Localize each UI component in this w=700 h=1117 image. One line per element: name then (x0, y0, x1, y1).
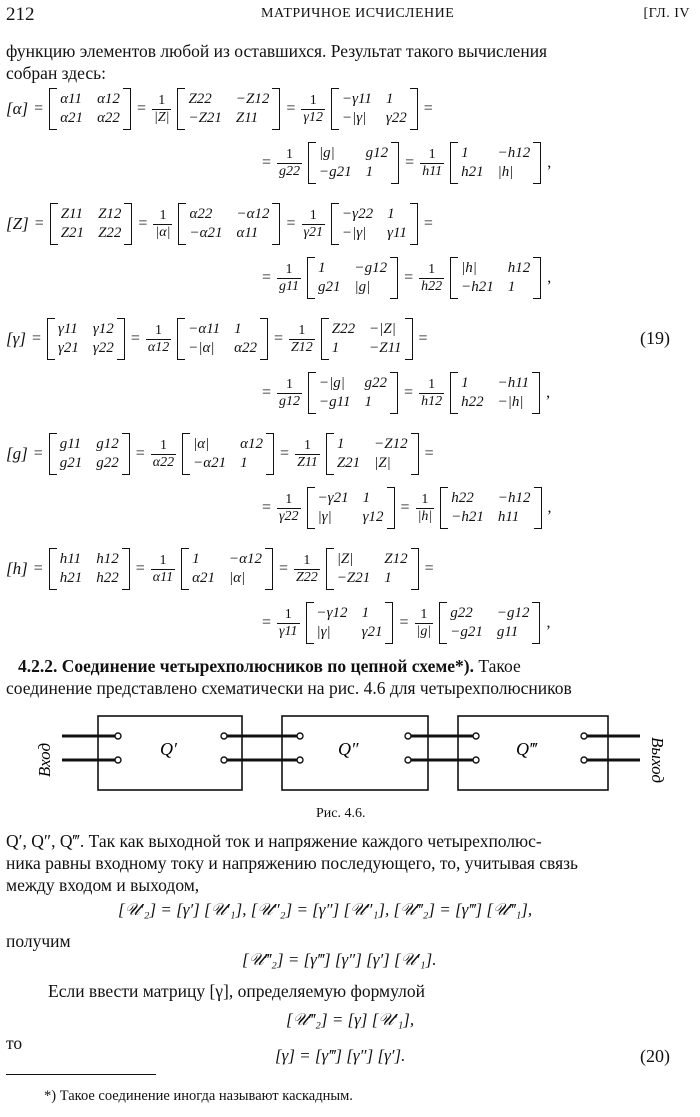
fraction (277, 492, 301, 525)
equation-lhs: [g] (6, 444, 28, 463)
block-label-q2: Q″ (338, 739, 359, 759)
matrix (49, 88, 131, 130)
footnote-rule (6, 1074, 156, 1075)
fraction-denominator: g22 (279, 163, 301, 179)
matrix-cell: −Z12 (235, 91, 270, 107)
fraction (294, 553, 320, 586)
right-bracket (123, 88, 131, 130)
matrix-cell: −h11 (497, 375, 530, 391)
matrix-cell: Z22 (331, 321, 356, 337)
right-bracket (122, 548, 130, 590)
fraction (277, 147, 302, 180)
fraction-numerator: 1 (155, 322, 163, 338)
right-bracket (391, 142, 399, 184)
matrix-cell: α22 (189, 206, 213, 222)
matrix-cell: γ21 (361, 624, 383, 640)
fraction (152, 93, 171, 126)
fraction (277, 377, 302, 410)
fraction-numerator: 1 (159, 552, 167, 568)
fraction-numerator: 1 (428, 376, 436, 392)
fraction (302, 208, 326, 241)
matrix-cell: Z22 (188, 91, 212, 107)
intro-line: собран здесь: (6, 63, 106, 83)
matrix-cell: −g21 (450, 624, 483, 640)
matrix-cell: 1 (387, 206, 395, 222)
equation-line: [h] = h11 h12 h21 h22 = $\frac{1}{\alpha 11}$ 1 −α12 α21 |α| = $\frac{1}{Z22}$ |Z| Z12 −Z21 1 = (6, 548, 434, 590)
matrix-cell: g12 (365, 145, 389, 161)
matrix-cell: γ12 (362, 509, 384, 525)
right-bracket (390, 257, 398, 299)
left-bracket (49, 433, 57, 475)
matrix (177, 318, 268, 360)
matrix-cell: −|Z| (369, 321, 396, 337)
page-header (6, 4, 690, 28)
fraction (419, 377, 444, 410)
matrix-cell: γ22 (92, 340, 114, 356)
chapter-label: [ГЛ. IV (643, 6, 690, 21)
matrix-cell: h22 (96, 570, 119, 586)
fraction-denominator: h22 (421, 278, 443, 294)
matrix-cell: −α12 (228, 551, 262, 567)
fraction-numerator: 1 (284, 606, 292, 622)
matrix (326, 548, 419, 590)
left-bracket (306, 602, 314, 644)
matrix-cell: |Z| (336, 551, 354, 567)
running-title: МАТРИЧНОЕ ИСЧИСЛЕНИЕ (261, 6, 455, 21)
paragraph-line: между входом и выходом, (6, 875, 200, 895)
paragraph-1 (6, 830, 694, 896)
chain-equation: [𝒰‴₂] = [γ‴] [γ″] [γ′] [𝒰′₁]. (242, 950, 437, 969)
matrix-cell: Z12 (384, 551, 408, 567)
matrix-cell: g22 (450, 605, 473, 621)
matrix-cell: 1 (364, 394, 373, 410)
matrix-cell: −|γ| (342, 225, 367, 241)
matrix-cell: γ21 (57, 340, 79, 356)
matrix-cell: g11 (59, 436, 82, 452)
matrix-cell: −h21 (451, 509, 484, 525)
output-label: Выход (648, 737, 667, 783)
matrix-cell: −|α| (188, 340, 215, 356)
matrix-cell: 1 (331, 340, 340, 356)
left-bracket (307, 257, 315, 299)
fraction (146, 323, 171, 356)
equation-line: [Z] = Z11 Z12 Z21 Z22 = $\frac{1}{|\alpha|}$ α22 −α12 −α21 α11 = $\frac{1}{\gamma 21}$ −γ22 1 −|γ| γ11 = (6, 203, 433, 245)
matrix-cell: γ12 (92, 321, 114, 337)
matrix-cell: 1 (365, 164, 374, 180)
fraction-numerator: 1 (309, 92, 317, 108)
right-bracket (272, 203, 280, 245)
fraction-numerator: 1 (286, 376, 294, 392)
matrix (49, 433, 130, 475)
left-bracket (321, 318, 329, 360)
left-bracket (308, 372, 316, 414)
matrix (331, 88, 418, 130)
matrix-cell: −g21 (319, 164, 352, 180)
right-bracket (534, 487, 542, 529)
fraction-numerator: 1 (303, 437, 311, 453)
fraction-numerator: 1 (428, 146, 436, 162)
fraction-numerator: 1 (428, 261, 436, 277)
matrix-cell: Z12 (98, 206, 122, 222)
right-bracket (266, 433, 274, 475)
matrix (50, 203, 133, 245)
matrix-cell: |α| (228, 570, 246, 586)
equation-line-continuation: = $\frac{1}{g22}$ |g| g12 −g21 1 = $\frac{1}{h11}$ 1 −h12 h21 |h| , (262, 142, 551, 184)
matrix-cell: g11 (496, 624, 519, 640)
matrix-cell: 1 (461, 375, 469, 391)
fraction-denominator: g11 (279, 278, 299, 294)
matrix-cell: −Z21 (336, 570, 371, 586)
matrix-cell: h21 (59, 570, 83, 586)
right-bracket (385, 602, 393, 644)
fraction-denominator: α11 (152, 569, 174, 585)
matrix-cell: γ11 (57, 321, 78, 337)
paragraph-2: Если ввести матрицу [γ], определяемую формулой (48, 981, 425, 1001)
matrix-cell: |α| (193, 436, 210, 452)
page-number: 212 (6, 4, 35, 25)
matrix-cell: |Z| (374, 455, 391, 471)
matrix-cell: −α12 (236, 206, 270, 222)
right-bracket (411, 433, 419, 475)
matrix-cell: α11 (60, 91, 82, 107)
matrix-cell: α11 (236, 225, 259, 241)
matrix-cell: −g11 (319, 394, 351, 410)
fraction-denominator: |Z| (153, 109, 170, 125)
matrix-cell: −h21 (461, 279, 494, 295)
matrix (450, 257, 541, 299)
matrix (306, 602, 394, 644)
cascade-diagram (30, 712, 670, 802)
relations-equation: [𝒰′₂] = [γ′] [𝒰′₁], [𝒰″₂] = [γ″] [𝒰″₁], [𝒰‴₂] = [γ‴] [𝒰‴₁], (118, 900, 533, 919)
right-bracket (410, 203, 418, 245)
fraction-denominator: γ22 (279, 508, 299, 524)
matrix-cell: h12 (507, 260, 531, 276)
right-bracket (533, 257, 541, 299)
matrix-cell: −Z21 (188, 110, 222, 126)
matrix-cell: g21 (318, 279, 341, 295)
word-to: то (6, 1033, 23, 1053)
block-label-q3: Q‴ (516, 739, 537, 759)
fraction-numerator: 1 (158, 92, 166, 108)
fraction-numerator: 1 (420, 606, 428, 622)
matrix (307, 487, 395, 529)
fraction-denominator: h11 (422, 163, 443, 179)
matrix-cell: 1 (192, 551, 200, 567)
paragraph-line: Q′, Q″, Q‴. Так как выходной ток и напряжение каждого четырехполюс- (6, 831, 542, 851)
matrix-cell: g21 (59, 455, 83, 471)
equation-line: [α] = α11 α12 α21 α22 = $\frac{1}{|Z|}$ Z22 −Z12 −Z21 Z11 = $\frac{1}{\gamma 12}$ −γ11 1 −|γ| γ22 = (6, 88, 433, 130)
fraction-denominator: h12 (421, 393, 443, 409)
fraction-numerator: 1 (303, 552, 311, 568)
matrix-cell: h22 (451, 490, 474, 506)
fraction (420, 147, 444, 180)
equation-lhs: [α] (6, 99, 29, 118)
intro-line: функцию элементов любой из оставшихся. Результат такого вычисления (6, 41, 548, 61)
matrix-cell: 1 (361, 605, 370, 621)
fraction (416, 492, 435, 525)
matrix-cell: 1 (385, 91, 394, 107)
left-bracket (326, 548, 334, 590)
right-bracket (390, 372, 398, 414)
fraction-denominator: γ12 (303, 109, 323, 125)
fraction (153, 208, 172, 241)
section-title: 4.2.2. Соединение четырехполюсников по цепной схеме*). (18, 656, 474, 676)
right-bracket (411, 548, 419, 590)
left-bracket (307, 487, 315, 529)
section-heading (6, 655, 698, 699)
matrix (331, 203, 418, 245)
matrix-cell: −g12 (496, 605, 530, 621)
fraction-numerator: 1 (286, 146, 294, 162)
left-bracket (331, 88, 339, 130)
right-bracket (532, 602, 540, 644)
matrix-cell: |γ| (317, 509, 332, 525)
matrix-cell: 1 (362, 490, 371, 506)
left-bracket (177, 88, 185, 130)
fraction-numerator: 1 (159, 207, 167, 223)
right-bracket (122, 433, 130, 475)
matrix-cell: |h| (497, 164, 514, 180)
matrix-cell: h11 (59, 551, 82, 567)
matrix-cell: 1 (384, 570, 392, 586)
matrix-cell: α12 (240, 436, 264, 452)
fraction-numerator: 1 (309, 207, 317, 223)
matrix-cell: h22 (461, 394, 484, 410)
matrix-cell: −Z11 (369, 340, 402, 356)
right-bracket (124, 203, 132, 245)
matrix-cell: h11 (497, 509, 520, 525)
matrix (178, 203, 280, 245)
block-label-q1: Q′ (160, 739, 177, 759)
matrix-cell: g22 (364, 375, 388, 391)
equation-number-19: (19) (640, 328, 670, 348)
matrix-cell: Z22 (98, 225, 122, 241)
matrix (47, 318, 125, 360)
equation-lhs: [γ] (6, 329, 26, 348)
matrix-cell: |g| (354, 279, 371, 295)
matrix-cell: −|g| (319, 375, 345, 391)
matrix-cell: Z11 (235, 110, 259, 126)
right-bracket (265, 548, 273, 590)
matrix-cell: −|γ| (341, 110, 367, 126)
fraction (151, 438, 176, 471)
matrix-cell: −|h| (497, 394, 524, 410)
matrix-cell: −γ12 (316, 605, 348, 621)
matrix-cell: −α11 (188, 321, 221, 337)
matrix (440, 487, 541, 529)
right-bracket (117, 318, 125, 360)
matrix-cell: h12 (96, 551, 119, 567)
equation-line-continuation: = $\frac{1}{\gamma 11}$ −γ12 1 |γ| γ21 = $\frac{1}{|g|}$ g22 −g12 −g21 g11 , (262, 602, 550, 644)
matrix-cell: −α21 (193, 455, 227, 471)
matrix-cell: Z21 (336, 455, 361, 471)
right-bracket (410, 88, 418, 130)
matrix-cell: −g12 (354, 260, 388, 276)
equation-line-continuation: = $\frac{1}{\gamma 22}$ −γ21 1 |γ| γ12 = $\frac{1}{|h|}$ h22 −h12 −h21 h11 , (262, 487, 552, 529)
definition-equation: [𝒰‴₂] = [γ] [𝒰′₁], (286, 1010, 415, 1029)
fraction-numerator: 1 (298, 322, 306, 338)
left-bracket (47, 318, 55, 360)
fraction-denominator: α22 (152, 454, 175, 470)
matrix (321, 318, 413, 360)
matrix-cell: 1 (234, 321, 242, 337)
intro-paragraph (6, 40, 696, 84)
matrix-cell: −α21 (189, 225, 223, 241)
figure-caption: Рис. 4.6. (316, 806, 366, 821)
matrix-cell: γ22 (385, 110, 407, 126)
fraction (301, 93, 325, 126)
matrix (182, 433, 274, 475)
equation-lhs: [h] (6, 559, 28, 578)
matrix (326, 433, 419, 475)
fraction (289, 323, 315, 356)
left-bracket (450, 372, 458, 414)
matrix-cell: α22 (97, 110, 120, 126)
left-bracket (178, 203, 186, 245)
matrix-cell: 1 (318, 260, 326, 276)
matrix-cell: 1 (240, 455, 248, 471)
left-bracket (308, 142, 316, 184)
fraction-numerator: 1 (285, 491, 293, 507)
fraction (295, 438, 320, 471)
left-bracket (49, 88, 57, 130)
fraction-numerator: 1 (159, 437, 167, 453)
matrix-cell: −γ21 (317, 490, 349, 506)
left-bracket (49, 548, 57, 590)
fraction-denominator: |h| (417, 508, 433, 524)
fraction-denominator: Z11 (297, 454, 318, 470)
fraction-denominator: γ21 (303, 224, 324, 240)
equation-lhs: [Z] (6, 214, 29, 233)
matrix-cell: −γ22 (342, 206, 374, 222)
fraction-denominator: Z12 (291, 339, 313, 355)
matrix-cell: 1 (336, 436, 345, 452)
matrix-cell: −Z12 (374, 436, 408, 452)
left-bracket (331, 203, 339, 245)
matrix-cell: 1 (507, 279, 516, 295)
right-bracket (405, 318, 413, 360)
fraction-denominator: |α| (155, 224, 171, 240)
fraction-denominator: |g| (416, 623, 432, 639)
matrix-cell: |h| (461, 260, 477, 276)
matrix-cell: h21 (461, 164, 484, 180)
fraction-denominator: α12 (147, 339, 170, 355)
matrix-cell: g12 (96, 436, 119, 452)
right-bracket (533, 142, 541, 184)
matrix-cell: α12 (97, 91, 120, 107)
matrix-cell: Z21 (60, 225, 85, 241)
left-bracket (50, 203, 58, 245)
matrix-cell: 1 (461, 145, 469, 161)
matrix-cell: |g| (319, 145, 335, 161)
matrix-cell: −h12 (497, 490, 531, 506)
fraction-numerator: 1 (285, 261, 293, 277)
fraction-denominator: γ11 (279, 623, 298, 639)
footnote: *) Такое соединение иногда называют каскадным. (44, 1088, 353, 1104)
matrix-cell: |γ| (316, 624, 331, 640)
fraction-numerator: 1 (421, 491, 429, 507)
matrix-cell: α21 (60, 110, 84, 126)
matrix-cell: γ11 (387, 225, 407, 241)
equation-line: [g] = g11 g12 g21 g22 = $\frac{1}{\alpha 22}$ |α| α12 −α21 1 = $\frac{1}{Z11}$ 1 −Z12 Z21 |Z| = (6, 433, 434, 475)
fraction (415, 607, 434, 640)
left-bracket (439, 602, 447, 644)
matrix-cell: α22 (234, 340, 257, 356)
input-label: Вход (35, 742, 54, 778)
left-bracket (181, 548, 189, 590)
fraction (277, 607, 299, 640)
equation-number-20: (20) (640, 1046, 670, 1066)
matrix (450, 372, 540, 414)
section-text: Такое (473, 656, 521, 676)
section-line: соединение представлено схематически на рис. 4.6 для четырехполюсников (6, 678, 572, 698)
matrix-cell: −γ11 (341, 91, 372, 107)
matrix (181, 548, 273, 590)
matrix (308, 142, 399, 184)
left-bracket (450, 257, 458, 299)
equation-line: [γ] = γ11 γ12 γ21 γ22 = $\frac{1}{\alpha 12}$ −α11 1 −|α| α22 = $\frac{1}{Z12}$ Z22 −|Z| 1 −Z11 = (6, 318, 428, 360)
equation-20: [γ] = [γ‴] [γ″] [γ′]. (275, 1046, 406, 1065)
fraction (151, 553, 175, 586)
left-bracket (182, 433, 190, 475)
word-poluchim: получим (6, 931, 71, 951)
paragraph-line: ника равны входному току и напряжению последующего, то, учитывая связь (6, 853, 579, 873)
matrix-cell: g22 (96, 455, 119, 471)
equation-line-continuation: = $\frac{1}{g11}$ 1 −g12 g21 |g| = $\frac{1}{h22}$ |h| h12 −h21 1 , (262, 257, 551, 299)
matrix (307, 257, 398, 299)
matrix (49, 548, 130, 590)
fraction-denominator: Z22 (296, 569, 318, 585)
equation-line-continuation: = $\frac{1}{g12}$ −|g| g22 −g11 1 = $\frac{1}{h12}$ 1 −h11 h22 −|h| , (262, 372, 550, 414)
matrix (177, 88, 280, 130)
left-bracket (326, 433, 334, 475)
fraction-denominator: g12 (279, 393, 301, 409)
matrix (450, 142, 541, 184)
right-bracket (532, 372, 540, 414)
fraction (419, 262, 444, 295)
left-bracket (177, 318, 185, 360)
fraction (277, 262, 301, 295)
left-bracket (450, 142, 458, 184)
matrix-cell: Z11 (60, 206, 83, 222)
matrix-cell: −h12 (497, 145, 531, 161)
right-bracket (387, 487, 395, 529)
left-bracket (440, 487, 448, 529)
right-bracket (272, 88, 280, 130)
right-bracket (260, 318, 268, 360)
matrix (308, 372, 398, 414)
matrix (439, 602, 540, 644)
matrix-cell: α21 (192, 570, 215, 586)
